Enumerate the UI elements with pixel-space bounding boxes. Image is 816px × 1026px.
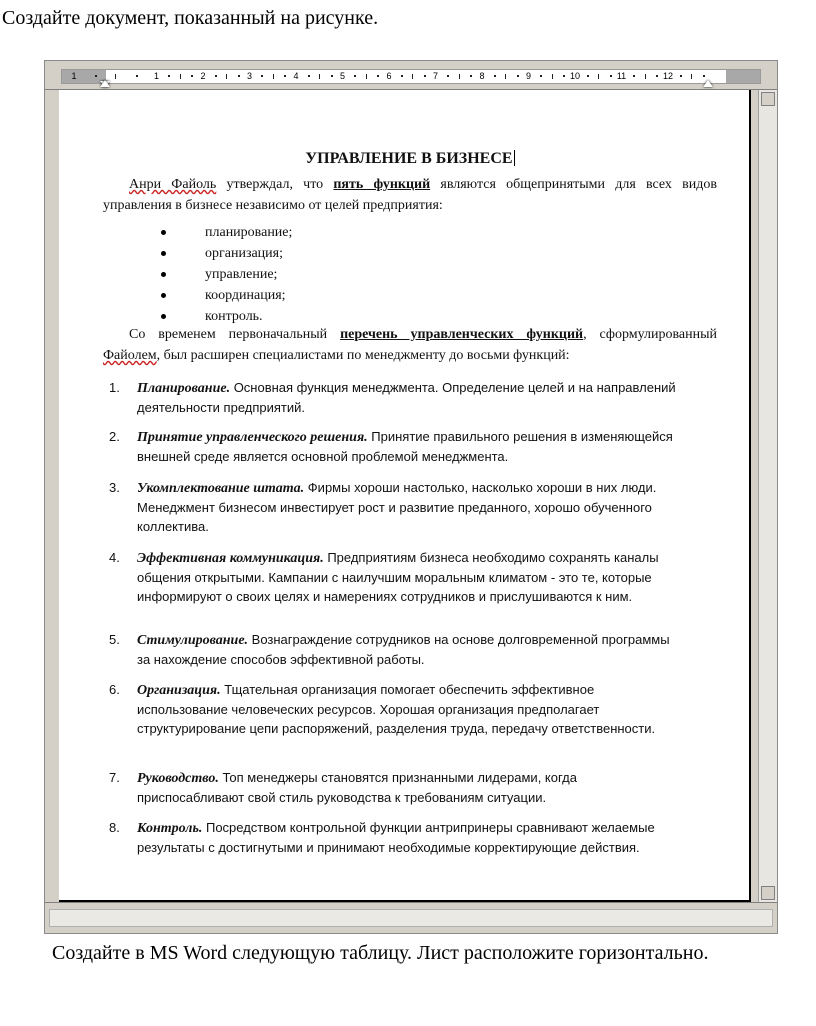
ruler-dot — [261, 75, 263, 77]
item-text — [137, 818, 677, 857]
bullet-item — [103, 222, 292, 243]
author-name: Анри Файоль — [129, 177, 217, 192]
fayol-name: Файолем — [103, 348, 157, 363]
ruler-dot — [191, 75, 193, 77]
functions-list-emphasis: перечень управленческих функций — [340, 327, 584, 342]
five-functions-emphasis: пять функций — [333, 177, 431, 192]
ruler-tick — [180, 74, 181, 79]
ruler-dot — [587, 75, 589, 77]
item-text — [137, 427, 677, 466]
ruler-dot — [633, 75, 635, 77]
left-margin-band — [45, 90, 59, 902]
ruler-dot — [95, 75, 97, 77]
horizontal-scrollbar[interactable] — [45, 902, 777, 933]
bullet-list — [103, 222, 292, 327]
ruler-tick — [598, 74, 599, 79]
item-text — [137, 680, 677, 738]
document-title: УПРАВЛЕНИЕ В БИЗНЕСЕ — [305, 150, 513, 167]
item-description: Фирмы хороши настолько, насколько хороши в них люди. Менеджмент бизнесом инвестирует рост и развитие преданного, хорошо обученного коллектива. — [137, 480, 657, 534]
item-number: 7. — [109, 770, 120, 785]
ruler-number: 1 — [153, 71, 160, 81]
ruler-dot — [563, 75, 565, 77]
intro-paragraph: Анри Файоль утверждал, что пять функций являются общепринятыми для всех видов управления в бизнесе независимо от целей предприятия: — [103, 177, 717, 213]
bullet-item — [103, 285, 292, 306]
item-description: Основная функция менеджмента. Определение целей и на направлений деятельности предприятий. — [137, 380, 676, 415]
item-text — [137, 378, 677, 417]
ruler-dot — [215, 75, 217, 77]
vertical-scrollbar[interactable] — [758, 90, 777, 902]
item-text — [137, 630, 677, 669]
ruler-dot — [136, 75, 138, 77]
second-paragraph: Со временем первоначальный перечень управленческих функций, сформулированный Файолем, был расширен специалистами по менеджменту до восьми функций: — [103, 327, 718, 363]
bullet-dot-icon — [161, 293, 166, 298]
ruler-dot — [656, 75, 658, 77]
ruler-tick — [552, 74, 553, 79]
ruler-tick — [273, 74, 274, 79]
ruler-right-margin — [726, 70, 760, 83]
bullet-dot-icon — [161, 314, 166, 319]
ruler-tick — [115, 74, 116, 79]
item-number: 6. — [109, 682, 120, 697]
ruler-number: 1 — [71, 71, 77, 81]
item-text — [137, 548, 677, 606]
item-number: 8. — [109, 820, 120, 835]
text-cursor — [514, 150, 515, 166]
item-term: Контроль. — [137, 821, 203, 836]
bullet-item — [103, 243, 292, 264]
ruler-number: 4 — [293, 71, 299, 81]
document-page[interactable] — [59, 90, 751, 902]
ruler-dot — [680, 75, 682, 77]
task-instruction-top: Создайте документ, показанный на рисунке. — [2, 7, 379, 29]
bullet-dot-icon — [161, 272, 166, 277]
ruler-dot — [377, 75, 379, 77]
bullet-text: планирование; — [205, 225, 293, 240]
ruler-number: 10 — [569, 71, 581, 81]
ruler-tick — [226, 74, 227, 79]
ruler-dot — [308, 75, 310, 77]
horizontal-ruler[interactable] — [45, 61, 777, 90]
item-description: Вознаграждение сотрудников на основе долговременной программы за нахождение способов эффективной работы. — [137, 632, 670, 667]
ruler-number: 12 — [662, 71, 674, 81]
ruler-dot — [610, 75, 612, 77]
ruler-number: 3 — [246, 71, 253, 81]
item-description: Тщательная организация помогает обеспечить эффективное использование человеческих ресурсов. Хорошая организация предполагает структурирование цепи распоряжений, разделения труда, передачу ответственности. — [137, 682, 656, 736]
item-description: Посредством контрольной функции антрипринеры сравнивают желаемые результаты с достигнутыми и принимают необходимые корректирующие действия. — [137, 820, 655, 855]
ruler-dot — [331, 75, 333, 77]
ruler-dot — [517, 75, 519, 77]
item-number: 4. — [109, 550, 120, 565]
item-number: 3. — [109, 480, 120, 495]
scroll-up-arrow[interactable] — [761, 92, 775, 106]
ruler-number: 2 — [200, 71, 206, 81]
ruler-tick — [366, 74, 367, 79]
ruler-dot — [238, 75, 240, 77]
item-term: Руководство. — [137, 771, 219, 786]
item-term: Планирование. — [137, 381, 231, 396]
ruler-tick — [505, 74, 506, 79]
bullet-text: координация; — [205, 288, 286, 303]
item-number: 5. — [109, 632, 120, 647]
right-indent-marker[interactable] — [703, 80, 713, 87]
ruler-dot — [470, 75, 472, 77]
ruler-number: 6 — [386, 71, 392, 81]
bullet-text: контроль. — [205, 309, 263, 324]
ruler-tick — [459, 74, 460, 79]
bullet-text: организация; — [205, 246, 283, 261]
ruler-strip — [61, 69, 761, 84]
item-term: Организация. — [137, 683, 221, 698]
ruler-tick — [412, 74, 413, 79]
ruler-tick — [691, 74, 692, 79]
ruler-dot — [401, 75, 403, 77]
bullet-dot-icon — [161, 251, 166, 256]
ruler-number: 8 — [479, 71, 485, 81]
ruler-dot — [540, 75, 542, 77]
ruler-number: 7 — [432, 71, 439, 81]
bullet-item — [103, 264, 292, 285]
ruler-dot — [447, 75, 449, 77]
ruler-dot — [424, 75, 426, 77]
item-term: Стимулирование. — [137, 633, 249, 648]
horizontal-scroll-track[interactable] — [49, 909, 773, 927]
ruler-dot — [168, 75, 170, 77]
item-description: Предприятиям бизнеса необходимо сохранять каналы общения открытыми. Кампании с наилучшим моральным климатом - это те, которые информируют о своих целях и намерениях сотрудников и прислушиваются к ним. — [137, 550, 659, 604]
task-instruction-bottom: Создайте в MS Word следующую таблицу. Лист расположите горизонтально. — [52, 942, 709, 964]
bullet-dot-icon — [161, 230, 166, 235]
item-text — [137, 478, 677, 536]
ruler-number: 11 — [616, 71, 627, 81]
ruler-tick — [645, 74, 646, 79]
ruler-dot — [284, 75, 286, 77]
item-description: Принятие правильного решения в изменяющейся внешней среде является основной проблемой менеджмента. — [137, 429, 673, 464]
item-number: 2. — [109, 429, 120, 444]
item-term: Принятие управленческого решения. — [137, 430, 368, 445]
bullet-text: управление; — [205, 267, 278, 282]
left-indent-marker[interactable] — [100, 80, 110, 87]
item-number: 1. — [109, 380, 120, 395]
ruler-tick — [319, 74, 320, 79]
ruler-dot — [494, 75, 496, 77]
word-document-window — [44, 60, 778, 934]
scroll-down-arrow[interactable] — [761, 886, 775, 900]
item-description: Топ менеджеры становятся признанными лидерами, когда приспосабливают свой стиль руководства к требованиям ситуации. — [137, 770, 577, 805]
ruler-number: 5 — [339, 71, 346, 81]
item-term: Укомплектование штата. — [137, 481, 305, 496]
ruler-dot — [354, 75, 356, 77]
ruler-number: 9 — [525, 71, 532, 81]
item-text — [137, 768, 677, 807]
ruler-dot — [703, 75, 705, 77]
item-term: Эффективная коммуникация. — [137, 551, 324, 566]
